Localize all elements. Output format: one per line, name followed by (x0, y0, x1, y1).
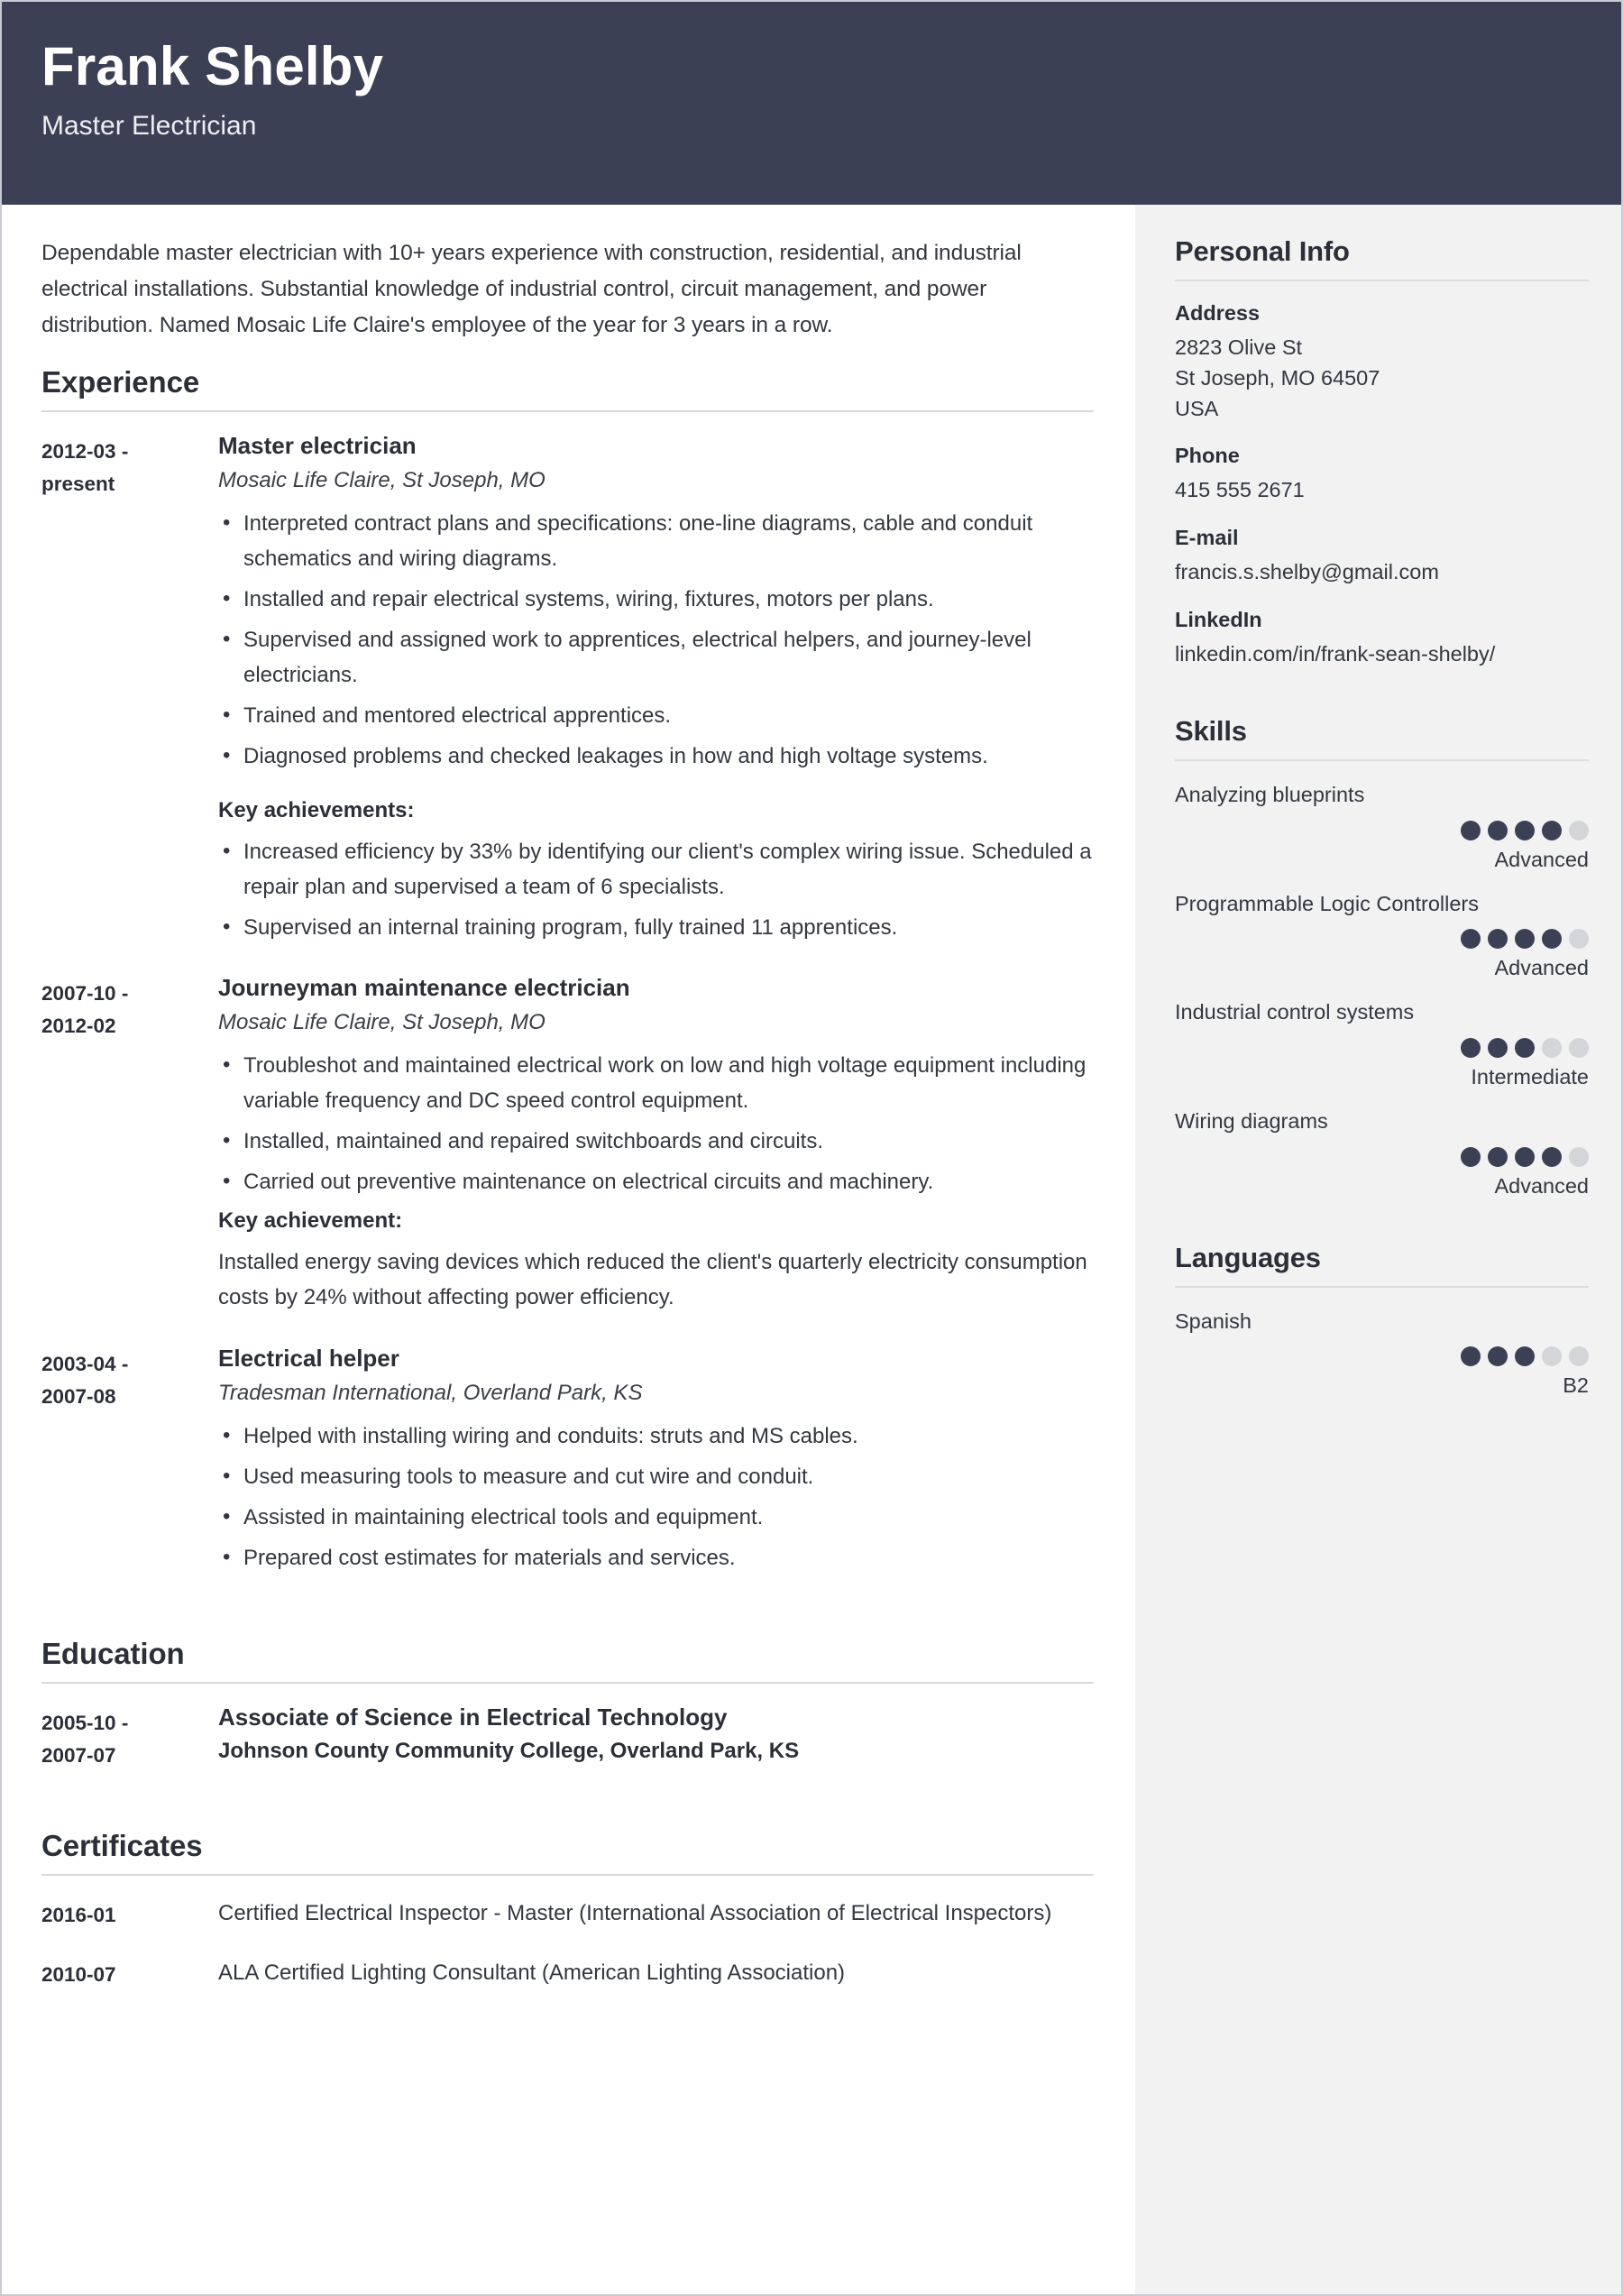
skill-item (1175, 781, 1589, 872)
list-item: • Installed, maintained and repaired switchboards and circuits. (242, 1124, 1094, 1159)
spacer (41, 1325, 1094, 1345)
job-organization: Mosaic Life Claire, St Joseph, MO (218, 467, 546, 492)
job-duty-list (218, 1419, 1094, 1575)
personal-info-email (1175, 526, 1589, 588)
skill-name: Analyzing blueprints (1175, 782, 1365, 806)
list-item: • Troubleshot and maintained electrical work on low and high voltage equipment including variable frequency and DC speed control equipment. (242, 1048, 1094, 1118)
language-level-label: B2 (1563, 1373, 1589, 1398)
experience-entry (41, 1345, 1094, 1581)
rating-dot (1542, 821, 1562, 840)
rating-dot (1515, 1346, 1535, 1366)
spacer (41, 1935, 1094, 1955)
certificate-details (218, 1955, 1094, 1991)
job-duty-list (218, 506, 1094, 775)
skill-level-label: Advanced (1494, 1173, 1589, 1198)
key-achievement-heading: Key achievement: (218, 1208, 403, 1234)
experience-details (218, 974, 1094, 1321)
key-achievement-list (218, 834, 1094, 945)
rating-dot (1569, 1147, 1589, 1167)
field-value-line[interactable]: 415 555 2671 (1175, 478, 1305, 502)
rating-dot (1515, 821, 1535, 840)
job-duty-list (218, 1048, 1094, 1199)
date-to: 2007-08 (41, 1384, 116, 1408)
rating-dot (1461, 1147, 1481, 1167)
list-item: • Trained and mentored electrical apprentices. (242, 698, 1094, 733)
experience-date-range (41, 1345, 218, 1581)
rating-dot (1569, 1038, 1589, 1058)
candidate-name: Frank Shelby (41, 36, 384, 96)
sidebar-heading-skills: Skills (1175, 714, 1247, 747)
field-label: E-mail (1175, 526, 1239, 550)
spacer (1175, 1217, 1589, 1242)
rating-dot (1542, 929, 1562, 949)
rating-dot (1569, 929, 1589, 949)
certificate-entry (41, 1955, 1094, 1991)
sidebar-divider (1175, 280, 1589, 281)
spacer (41, 954, 1094, 974)
job-organization: Tradesman International, Overland Park, KS (218, 1380, 643, 1405)
experience-details (218, 1345, 1094, 1581)
sidebar-column (1135, 205, 1621, 2294)
skill-level-label: Advanced (1494, 847, 1589, 871)
list-item: • Installed and repair electrical systems, wiring, fixtures, motors per plans. (242, 582, 1094, 617)
personal-info-linkedin (1175, 608, 1589, 670)
section-divider (41, 1682, 1094, 1684)
rating-dot (1515, 1038, 1535, 1058)
job-title: Electrical helper (218, 1344, 399, 1372)
skill-item (1175, 890, 1589, 981)
skill-name: Programmable Logic Controllers (1175, 891, 1479, 915)
education-date-range (41, 1704, 218, 1773)
degree-title: Associate of Science in Electrical Technology (218, 1703, 728, 1731)
date-from: 2003-04 - (41, 1352, 129, 1375)
list-item: • Prepared cost estimates for materials and services. (242, 1540, 1094, 1575)
date-from: 2012-03 - (41, 439, 129, 463)
language-rating-dots (1175, 1346, 1589, 1366)
spacer (1175, 690, 1589, 715)
list-item: • Used measuring tools to measure and cut wire and conduit. (242, 1459, 1094, 1494)
list-item: • Interpreted contract plans and specifications: one-line diagrams, cable and conduit schematics and wiring diagrams. (242, 506, 1094, 576)
certificate-date (41, 1896, 218, 1932)
skill-level-label: Intermediate (1471, 1064, 1589, 1088)
skill-rating-dots (1175, 1038, 1589, 1058)
field-value-line: USA (1175, 396, 1219, 420)
rating-dot (1461, 1038, 1481, 1058)
school-name: Johnson County Community College, Overland Park, KS (218, 1738, 800, 1763)
spacer (41, 1584, 1094, 1615)
candidate-job-title: Master Electrician (41, 111, 257, 141)
rating-dot (1542, 1038, 1562, 1058)
sidebar-divider (1175, 759, 1589, 761)
section-heading-certificates: Certificates (41, 1828, 203, 1862)
section-divider (41, 410, 1094, 412)
skill-rating-dots (1175, 1147, 1589, 1167)
date-from: 2007-10 - (41, 981, 129, 1005)
skill-item (1175, 1107, 1589, 1199)
skill-level-label: Advanced (1494, 956, 1589, 980)
language-item (1175, 1308, 1589, 1399)
field-label: LinkedIn (1175, 608, 1262, 632)
section-divider (41, 1874, 1094, 1876)
rating-dot (1461, 1346, 1481, 1366)
personal-info-address (1175, 301, 1589, 424)
skill-name: Industrial control systems (1175, 1000, 1415, 1024)
resume-header-banner (2, 2, 1621, 205)
job-title: Master electrician (218, 431, 417, 459)
education-details (218, 1704, 1094, 1773)
skill-rating-dots (1175, 821, 1589, 840)
certificate-details (218, 1896, 1094, 1932)
email-link[interactable]: francis.s.shelby@gmail.com (1175, 560, 1439, 584)
list-item: • Diagnosed problems and checked leakages in how and high voltage systems. (242, 739, 1094, 774)
rating-dot (1515, 1147, 1535, 1167)
experience-entry (41, 974, 1094, 1321)
skill-name: Wiring diagrams (1175, 1109, 1328, 1134)
resume-body (2, 205, 1621, 2294)
rating-dot (1488, 929, 1508, 949)
rating-dot (1515, 929, 1535, 949)
section-heading-education: Education (41, 1636, 185, 1670)
certificate-text: ALA Certified Lighting Consultant (American Lighting Association) (218, 1961, 846, 1986)
job-organization: Mosaic Life Claire, St Joseph, MO (218, 1009, 546, 1034)
spacer (41, 1777, 1094, 1807)
list-item: • Supervised an internal training program, fully trained 11 apprentices. (242, 910, 1094, 945)
certificate-date (41, 1955, 218, 1991)
rating-dot (1461, 821, 1481, 840)
professional-summary: Dependable master electrician with 10+ years experience with construction, residential, and industrial electrical installations. Substantial knowledge of industrial control, circuit management, and power distribution. Named Mosaic Life Claire's employee of the year for 3 years in a row. (41, 241, 1022, 337)
key-achievement-text: Installed energy saving devices which reduced the client's quarterly electricity consumption costs by 24% without affecting power efficiency. (218, 1250, 1087, 1310)
field-value-line: St Joseph, MO 64507 (1175, 365, 1380, 390)
date: 2016-01 (41, 1903, 116, 1926)
date-from: 2005-10 - (41, 1711, 129, 1734)
experience-details (218, 432, 1094, 951)
list-item: • Increased efficiency by 33% by identifying our client's complex wiring issue. Scheduled a repair plan and supervised a team of 6 specialists. (242, 834, 1094, 905)
skill-rating-dots (1175, 929, 1589, 949)
field-label: Address (1175, 301, 1261, 325)
linkedin-link[interactable]: linkedin.com/in/frank-sean-shelby/ (1175, 642, 1496, 666)
rating-dot (1488, 821, 1508, 840)
key-achievements-heading: Key achievements: (218, 797, 415, 822)
rating-dot (1542, 1346, 1562, 1366)
field-value-line: 2823 Olive St (1175, 335, 1303, 359)
list-item: • Helped with installing wiring and conduits: struts and MS cables. (242, 1419, 1094, 1454)
skill-item (1175, 998, 1589, 1089)
rating-dot (1488, 1147, 1508, 1167)
main-column (2, 205, 1135, 2294)
experience-entry (41, 432, 1094, 951)
rating-dot (1542, 1147, 1562, 1167)
certificate-entry (41, 1896, 1094, 1932)
date-to: present (41, 473, 115, 496)
sidebar-heading-languages: Languages (1175, 1241, 1321, 1273)
language-name: Spanish (1175, 1309, 1252, 1333)
experience-date-range (41, 432, 218, 951)
rating-dot (1461, 929, 1481, 949)
field-label: Phone (1175, 444, 1240, 468)
rating-dot (1569, 1346, 1589, 1366)
rating-dot (1488, 1038, 1508, 1058)
list-item: • Assisted in maintaining electrical tools and equipment. (242, 1500, 1094, 1535)
list-item: • Supervised and assigned work to apprentices, electrical helpers, and journey-level electricians. (242, 622, 1094, 693)
personal-info-phone (1175, 444, 1589, 506)
sidebar-divider (1175, 1286, 1589, 1288)
list-item: • Carried out preventive maintenance on electrical circuits and machinery. (242, 1164, 1094, 1199)
education-entry (41, 1704, 1094, 1773)
job-title: Journeyman maintenance electrician (218, 973, 630, 1001)
date-to: 2012-02 (41, 1015, 116, 1038)
experience-date-range (41, 974, 218, 1321)
rating-dot (1488, 1346, 1508, 1366)
date-to: 2007-07 (41, 1744, 116, 1768)
rating-dot (1569, 821, 1589, 840)
certificate-text: Certified Electrical Inspector - Master (International Association of Electrical Inspectors) (218, 1900, 1052, 1925)
section-heading-experience: Experience (41, 364, 200, 399)
date: 2010-07 (41, 1963, 116, 1987)
sidebar-heading-personal-info: Personal Info (1175, 235, 1350, 267)
